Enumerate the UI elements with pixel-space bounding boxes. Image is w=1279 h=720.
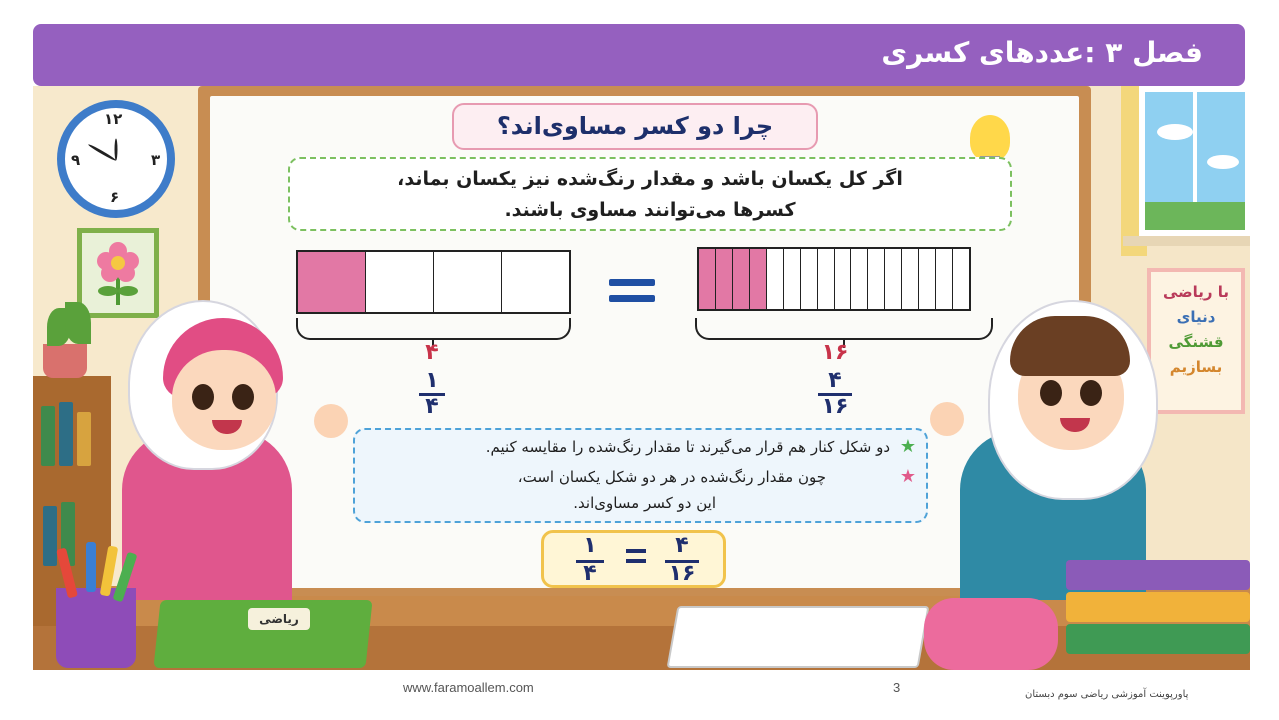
explanation-line-1: دو شکل کنار هم قرار می‌گیرند تا مقدار رنگ‌شده را مقایسه کنیم. — [485, 438, 890, 456]
bar-cell-shaded — [298, 252, 366, 312]
motivation-poster — [1147, 268, 1245, 414]
bar-cell — [801, 249, 818, 309]
bar-cell-shaded — [750, 249, 767, 309]
bar-cell — [835, 249, 852, 309]
flower-picture — [77, 228, 159, 318]
lightbulb-icon — [970, 115, 1010, 161]
boy-pointing-hand — [930, 402, 964, 436]
clock-number-9: ۹ — [71, 151, 81, 169]
right-denominator: ۱۶ — [821, 394, 849, 419]
clock-number-12: ۱۲ — [104, 110, 123, 128]
slide-header — [33, 24, 1245, 86]
left-brace — [296, 318, 571, 340]
book — [41, 406, 55, 466]
boy-eye — [1080, 380, 1102, 406]
clock-number-6: ۶ — [110, 188, 120, 206]
footer-website: www.faramoallem.com — [403, 680, 534, 695]
poster-line-2: دنیای — [1176, 308, 1216, 326]
left-denominator: ۴ — [425, 394, 439, 419]
bar-cell — [902, 249, 919, 309]
plant-leaf — [65, 302, 91, 344]
stacked-book — [1066, 592, 1250, 622]
right-total-label: ۱۶ — [821, 340, 849, 365]
bar-cell-shaded — [716, 249, 733, 309]
result-equals-bottom — [626, 559, 646, 563]
bar-cell — [434, 252, 502, 312]
pencil-case — [924, 598, 1058, 670]
result-equation-box — [541, 530, 726, 588]
stacked-book — [1066, 560, 1250, 590]
definition-line-1: اگر کل یکسان باشد و مقدار رنگ‌شده نیز یکسان بماند، — [397, 168, 903, 190]
footer-page-number: 3 — [893, 680, 901, 695]
left-numerator: ۱ — [425, 368, 439, 393]
right-numerator: ۴ — [828, 368, 842, 393]
math-book-label: ریاضی — [248, 608, 310, 630]
clock-number-3: ۳ — [151, 151, 161, 169]
question-title: چرا دو کسر مساوی‌اند؟ — [496, 112, 774, 140]
fraction-bar-quarters — [296, 250, 571, 314]
left-total-label: ۴ — [425, 340, 439, 365]
explanation-line-3: این دو کسر مساوی‌اند. — [573, 494, 716, 512]
girl-eye — [232, 384, 254, 410]
clock-icon — [57, 100, 175, 218]
poster-line-1: با ریاضی — [1162, 283, 1230, 301]
bar-cell — [919, 249, 936, 309]
book — [59, 402, 73, 466]
plant-pot — [43, 344, 87, 378]
bar-cell — [885, 249, 902, 309]
stacked-book — [1066, 624, 1250, 654]
result-right-denominator: ۱۶ — [668, 561, 696, 586]
poster-line-3: قشنگی — [1168, 333, 1224, 351]
bar-cell — [784, 249, 801, 309]
pencil-cup — [56, 588, 136, 668]
bar-cell — [851, 249, 868, 309]
bar-cell — [868, 249, 885, 309]
bar-cell-shaded — [733, 249, 750, 309]
flower-icon — [82, 233, 154, 313]
bar-cell — [818, 249, 835, 309]
boy-eye — [1040, 380, 1062, 406]
poster-line-4: بسازیم — [1169, 358, 1223, 376]
explanation-line-2: چون مقدار رنگ‌شده در هر دو شکل یکسان است، — [517, 468, 826, 486]
girl-eye — [192, 384, 214, 410]
footer-course-title: پاورپوینت آموزشی ریاضی سوم دبستان — [1025, 689, 1189, 700]
clock-minute-hand — [115, 139, 118, 161]
girl-face — [172, 350, 276, 450]
bar-cell-shaded — [699, 249, 716, 309]
notebook — [667, 606, 930, 668]
result-equals-top — [626, 549, 646, 553]
bar-cell — [953, 249, 969, 309]
result-right-numerator: ۴ — [675, 533, 689, 558]
bar-cell — [366, 252, 434, 312]
definition-line-2: کسرها می‌توانند مساوی باشند. — [504, 199, 796, 221]
window-sill — [1123, 236, 1250, 246]
result-left-numerator: ۱ — [583, 533, 597, 558]
right-brace — [695, 318, 993, 340]
question-title-box — [452, 103, 818, 150]
result-left-denominator: ۴ — [583, 561, 597, 586]
bar-cell — [502, 252, 569, 312]
book — [43, 506, 57, 566]
window — [1139, 86, 1250, 236]
girl-pointing-hand — [314, 404, 348, 438]
bar-cell — [767, 249, 784, 309]
fraction-bar-sixteenths — [697, 247, 971, 311]
pencil — [86, 542, 96, 592]
slide-title: فصل ۳ :عددهای کسری — [881, 36, 1203, 69]
equals-sign — [609, 277, 655, 305]
bar-cell — [936, 249, 953, 309]
definition-box — [288, 157, 1012, 231]
boy-hair — [1010, 316, 1130, 376]
pink-star-icon: ★ — [899, 466, 916, 487]
green-star-icon: ★ — [899, 436, 916, 457]
explanation-box — [353, 428, 928, 523]
book — [77, 412, 91, 466]
clock-hour-hand — [88, 143, 117, 162]
